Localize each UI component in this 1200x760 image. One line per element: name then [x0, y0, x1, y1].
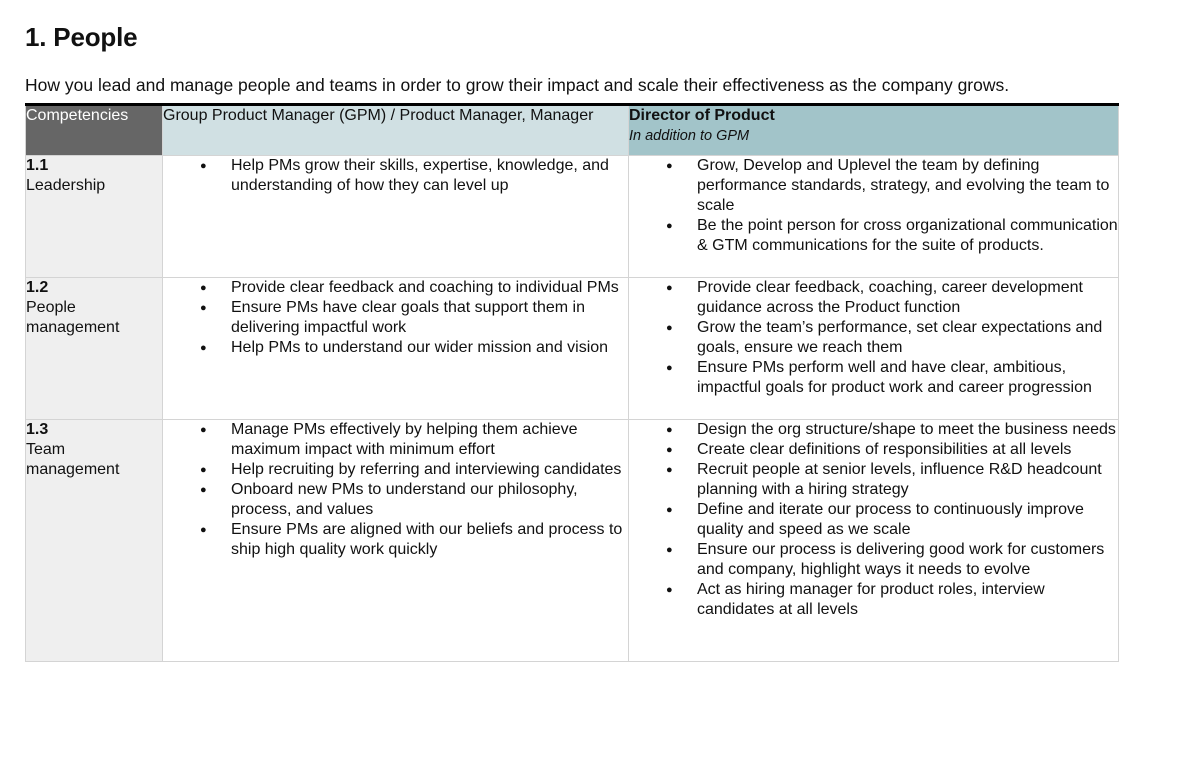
competency-name: Team management	[26, 441, 120, 478]
list-item: ● Ensure our process is delivering good work for customers and company, highlight ways it needs to evolve	[697, 540, 1118, 580]
competency-name: People management	[26, 299, 120, 336]
gpm-cell	[163, 420, 629, 662]
list-item: ● Design the org structure/shape to meet the business needs	[697, 420, 1118, 440]
list-item: ● Help PMs to understand our wider mission and vision	[231, 338, 628, 358]
list-item: ● Act as hiring manager for product roles, interview candidates at all levels	[697, 580, 1118, 620]
list-item: ● Ensure PMs are aligned with our beliefs and process to ship high quality work quickly	[231, 520, 628, 560]
competency-number: 1.1	[26, 157, 49, 174]
header-director	[629, 105, 1119, 156]
header-director-subtitle: In addition to GPM	[629, 128, 750, 144]
gpm-cell	[163, 156, 629, 278]
director-bullet-list	[629, 278, 1118, 398]
competency-label-cell	[26, 420, 163, 662]
list-item: ● Grow, Develop and Uplevel the team by defining performance standards, strategy, and evolving the team to scale	[697, 156, 1118, 216]
header-gpm: Group Product Manager (GPM) / Product Manager, Manager	[163, 105, 629, 156]
director-cell	[629, 420, 1119, 662]
list-item: ● Create clear definitions of responsibilities at all levels	[697, 440, 1118, 460]
list-item: ● Manage PMs effectively by helping them achieve maximum impact with minimum effort	[231, 420, 628, 460]
competency-number: 1.3	[26, 421, 49, 438]
list-item: ● Grow the team’s performance, set clear expectations and goals, ensure we reach them	[697, 318, 1118, 358]
gpm-bullet-list	[163, 156, 628, 196]
list-item: ● Help recruiting by referring and interviewing candidates	[231, 460, 628, 480]
competency-label-cell	[26, 156, 163, 278]
table-header-row	[26, 105, 1119, 156]
list-item: ● Define and iterate our process to continuously improve quality and speed as we scale	[697, 500, 1118, 540]
gpm-bullet-list	[163, 278, 628, 358]
section-title: 1. People	[25, 22, 138, 52]
director-bullet-list	[629, 156, 1118, 256]
list-item: ● Onboard new PMs to understand our philosophy, process, and values	[231, 480, 628, 520]
competency-table	[25, 103, 1119, 662]
competency-name: Leadership	[26, 177, 106, 194]
header-competencies: Competencies	[26, 105, 163, 156]
list-item: ● Be the point person for cross organizational communication & GTM communications for the suite of products.	[697, 216, 1118, 256]
competency-number: 1.2	[26, 279, 49, 296]
list-item: ● Ensure PMs have clear goals that support them in delivering impactful work	[231, 298, 628, 338]
list-item: ● Help PMs grow their skills, expertise, knowledge, and understanding of how they can level up	[231, 156, 628, 196]
section-intro: How you lead and manage people and teams in order to grow their impact and scale their effectiveness as the company grows.	[25, 75, 1010, 95]
header-director-title: Director of Product	[629, 107, 775, 124]
table-row	[26, 156, 1119, 278]
list-item: ● Provide clear feedback, coaching, career development guidance across the Product function	[697, 278, 1118, 318]
director-cell	[629, 278, 1119, 420]
director-cell	[629, 156, 1119, 278]
competency-label-cell	[26, 278, 163, 420]
table-row	[26, 420, 1119, 662]
gpm-bullet-list	[163, 420, 628, 560]
list-item: ● Ensure PMs perform well and have clear, ambitious, impactful goals for product work and career progression	[697, 358, 1118, 398]
table-row	[26, 278, 1119, 420]
director-bullet-list	[629, 420, 1118, 620]
gpm-cell	[163, 278, 629, 420]
list-item: ● Recruit people at senior levels, influence R&D headcount planning with a hiring strategy	[697, 460, 1118, 500]
list-item: ● Provide clear feedback and coaching to individual PMs	[231, 278, 628, 298]
